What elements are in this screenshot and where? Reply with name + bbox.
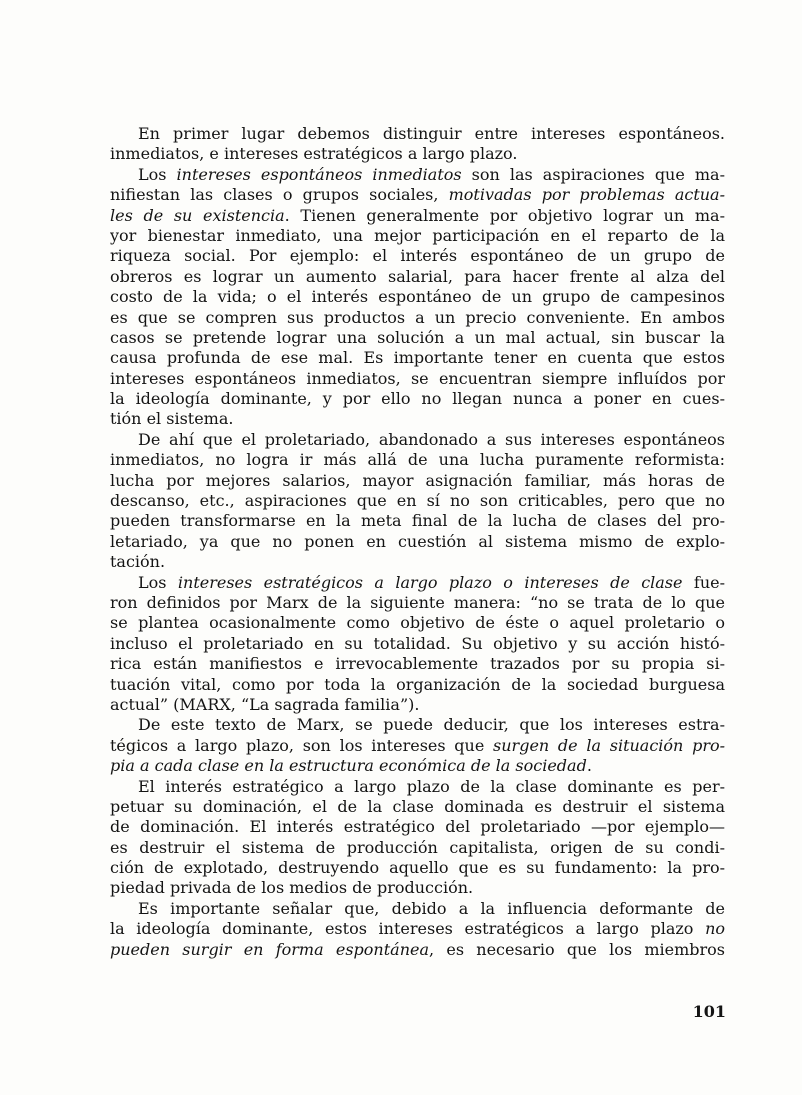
text-run: rica están manifiestos e irrevocablemente trazados por su propia si- — [110, 654, 725, 674]
text-run: de dominación. El interés estratégico del proletariado —por ejemplo— — [110, 817, 725, 837]
text-line — [110, 940, 725, 960]
text-run: . — [586, 756, 592, 776]
text-run: obreros es lograr un aumento salarial, para hacer frente al alza del — [110, 266, 725, 286]
text-run: Los — [138, 572, 178, 592]
text-line — [110, 532, 725, 552]
text-run: lucha por mejores salarios, mayor asignación familiar, más horas de — [110, 470, 725, 490]
text-line — [110, 308, 725, 328]
text-line — [110, 226, 725, 246]
text-run: descanso, etc., aspiraciones que en sí no son criticables, pero que no — [110, 491, 725, 511]
text-run: De ahí que el proletariado, abandonado a sus intereses espontáneos — [138, 429, 725, 449]
body-text — [110, 124, 725, 960]
text-run: fue- — [682, 572, 725, 592]
text-run: nifiestan las clases o grupos sociales, — [110, 185, 449, 205]
text-line — [110, 144, 725, 164]
text-line — [110, 675, 725, 695]
text-run: la ideología dominante, y por ello no llegan nunca a poner en cues- — [110, 389, 725, 409]
text-run: En primer lugar debemos distinguir entre intereses espontáneos. — [138, 124, 725, 143]
text-line — [110, 838, 725, 858]
text-line — [110, 246, 725, 266]
text-run: son las aspiraciones que ma- — [461, 164, 725, 184]
text-line — [110, 348, 725, 368]
italic-text-run: surgen de la situación pro- — [493, 735, 725, 755]
text-run: costo de la vida; o el interés espontáneo de un grupo de campesinos — [110, 287, 725, 307]
text-line — [110, 267, 725, 287]
text-run: tégicos a largo plazo, son los intereses que — [110, 735, 494, 755]
italic-text-run: pueden surgir en forma espontánea — [110, 939, 430, 959]
italic-text-run: intereses espontáneos inmediatos — [176, 164, 462, 184]
text-run: letariado, ya que no ponen en cuestión al sistema mismo de explo- — [110, 531, 725, 551]
text-line — [110, 878, 725, 898]
text-run: se plantea ocasionalmente como objetivo de éste o aquel proletario o — [110, 613, 725, 633]
text-run: ron definidos por Marx de la siguiente manera: “no se trata de lo que — [110, 592, 725, 612]
text-line — [110, 206, 725, 226]
text-run: tuación vital, como por toda la organización de la sociedad burguesa — [110, 674, 725, 694]
text-line — [110, 593, 725, 613]
italic-text-run: pia a cada clase en la estructura económica de la sociedad — [110, 756, 587, 776]
text-line — [110, 919, 725, 939]
text-line — [110, 552, 725, 572]
italic-text-run: no — [705, 919, 725, 939]
text-line — [110, 511, 725, 531]
text-run: inmediatos, e intereses estratégicos a largo plazo. — [110, 144, 518, 164]
text-line — [110, 369, 725, 389]
text-line — [110, 695, 725, 715]
text-line — [110, 756, 725, 776]
text-run: casos se pretende lograr una solución a un mal actual, sin buscar la — [110, 327, 725, 347]
italic-text-run: les de su existencia — [110, 205, 285, 225]
italic-text-run: intereses estratégicos a largo plazo o intereses de clase — [177, 572, 683, 592]
text-line — [110, 715, 725, 735]
text-run: ción de explotado, destruyendo aquello que es su fundamento: la pro- — [110, 858, 725, 878]
text-line — [110, 450, 725, 470]
text-run: petuar su dominación, el de la clase dominada es destruir el sistema — [110, 796, 725, 816]
text-line — [110, 573, 725, 593]
text-line — [110, 858, 725, 878]
page-number: 101 — [692, 1002, 726, 1021]
text-run: es que se compren sus productos a un precio conveniente. En ambos — [110, 307, 725, 327]
text-line — [110, 124, 725, 144]
text-run: es destruir el sistema de producción capitalista, origen de su condi- — [110, 837, 725, 857]
text-run: la ideología dominante, estos intereses estratégicos a largo plazo — [110, 919, 706, 939]
text-line — [110, 185, 725, 205]
text-run: Los — [138, 164, 177, 184]
text-run: causa profunda de ese mal. Es importante tener en cuenta que estos — [110, 348, 725, 368]
text-run: . Tienen generalmente por objetivo lograr un ma- — [284, 205, 725, 225]
text-run: tión el sistema. — [110, 409, 234, 429]
text-run: Es importante señalar que, debido a la influencia deformante de — [138, 898, 725, 918]
text-line — [110, 165, 725, 185]
text-run: incluso el proletariado en su totalidad. Su objetivo y su acción histó- — [110, 633, 725, 653]
text-run: pueden transformarse en la meta final de la lucha de clases del pro- — [110, 511, 725, 531]
text-line — [110, 634, 725, 654]
text-run: riqueza social. Por ejemplo: el interés espontáneo de un grupo de — [110, 246, 725, 266]
text-line — [110, 430, 725, 450]
text-line — [110, 613, 725, 633]
text-line — [110, 409, 725, 429]
text-run: tación. — [110, 552, 166, 572]
text-run: inmediatos, no logra ir más allá de una lucha puramente reformista: — [110, 450, 725, 470]
text-line — [110, 654, 725, 674]
text-run: De este texto de Marx, se puede deducir, que los intereses estra- — [138, 715, 725, 735]
text-line — [110, 471, 725, 491]
text-line — [110, 777, 725, 797]
text-run: piedad privada de los medios de producción. — [110, 878, 474, 898]
text-line — [110, 899, 725, 919]
text-run: El interés estratégico a largo plazo de la clase dominante es per- — [138, 776, 725, 796]
text-run: intereses espontáneos inmediatos, se encuentran siempre influídos por — [110, 368, 725, 388]
italic-text-run: motivadas por problemas actua- — [448, 185, 725, 205]
text-line — [110, 491, 725, 511]
text-run: yor bienestar inmediato, una mejor participación en el reparto de la — [110, 225, 725, 245]
text-line — [110, 328, 725, 348]
text-run: , es necesario que los miembros — [429, 939, 725, 959]
text-line — [110, 736, 725, 756]
text-line — [110, 797, 725, 817]
text-line — [110, 287, 725, 307]
text-line — [110, 817, 725, 837]
text-run: actual” (MARX, “La sagrada familia”). — [110, 694, 420, 714]
text-line — [110, 389, 725, 409]
